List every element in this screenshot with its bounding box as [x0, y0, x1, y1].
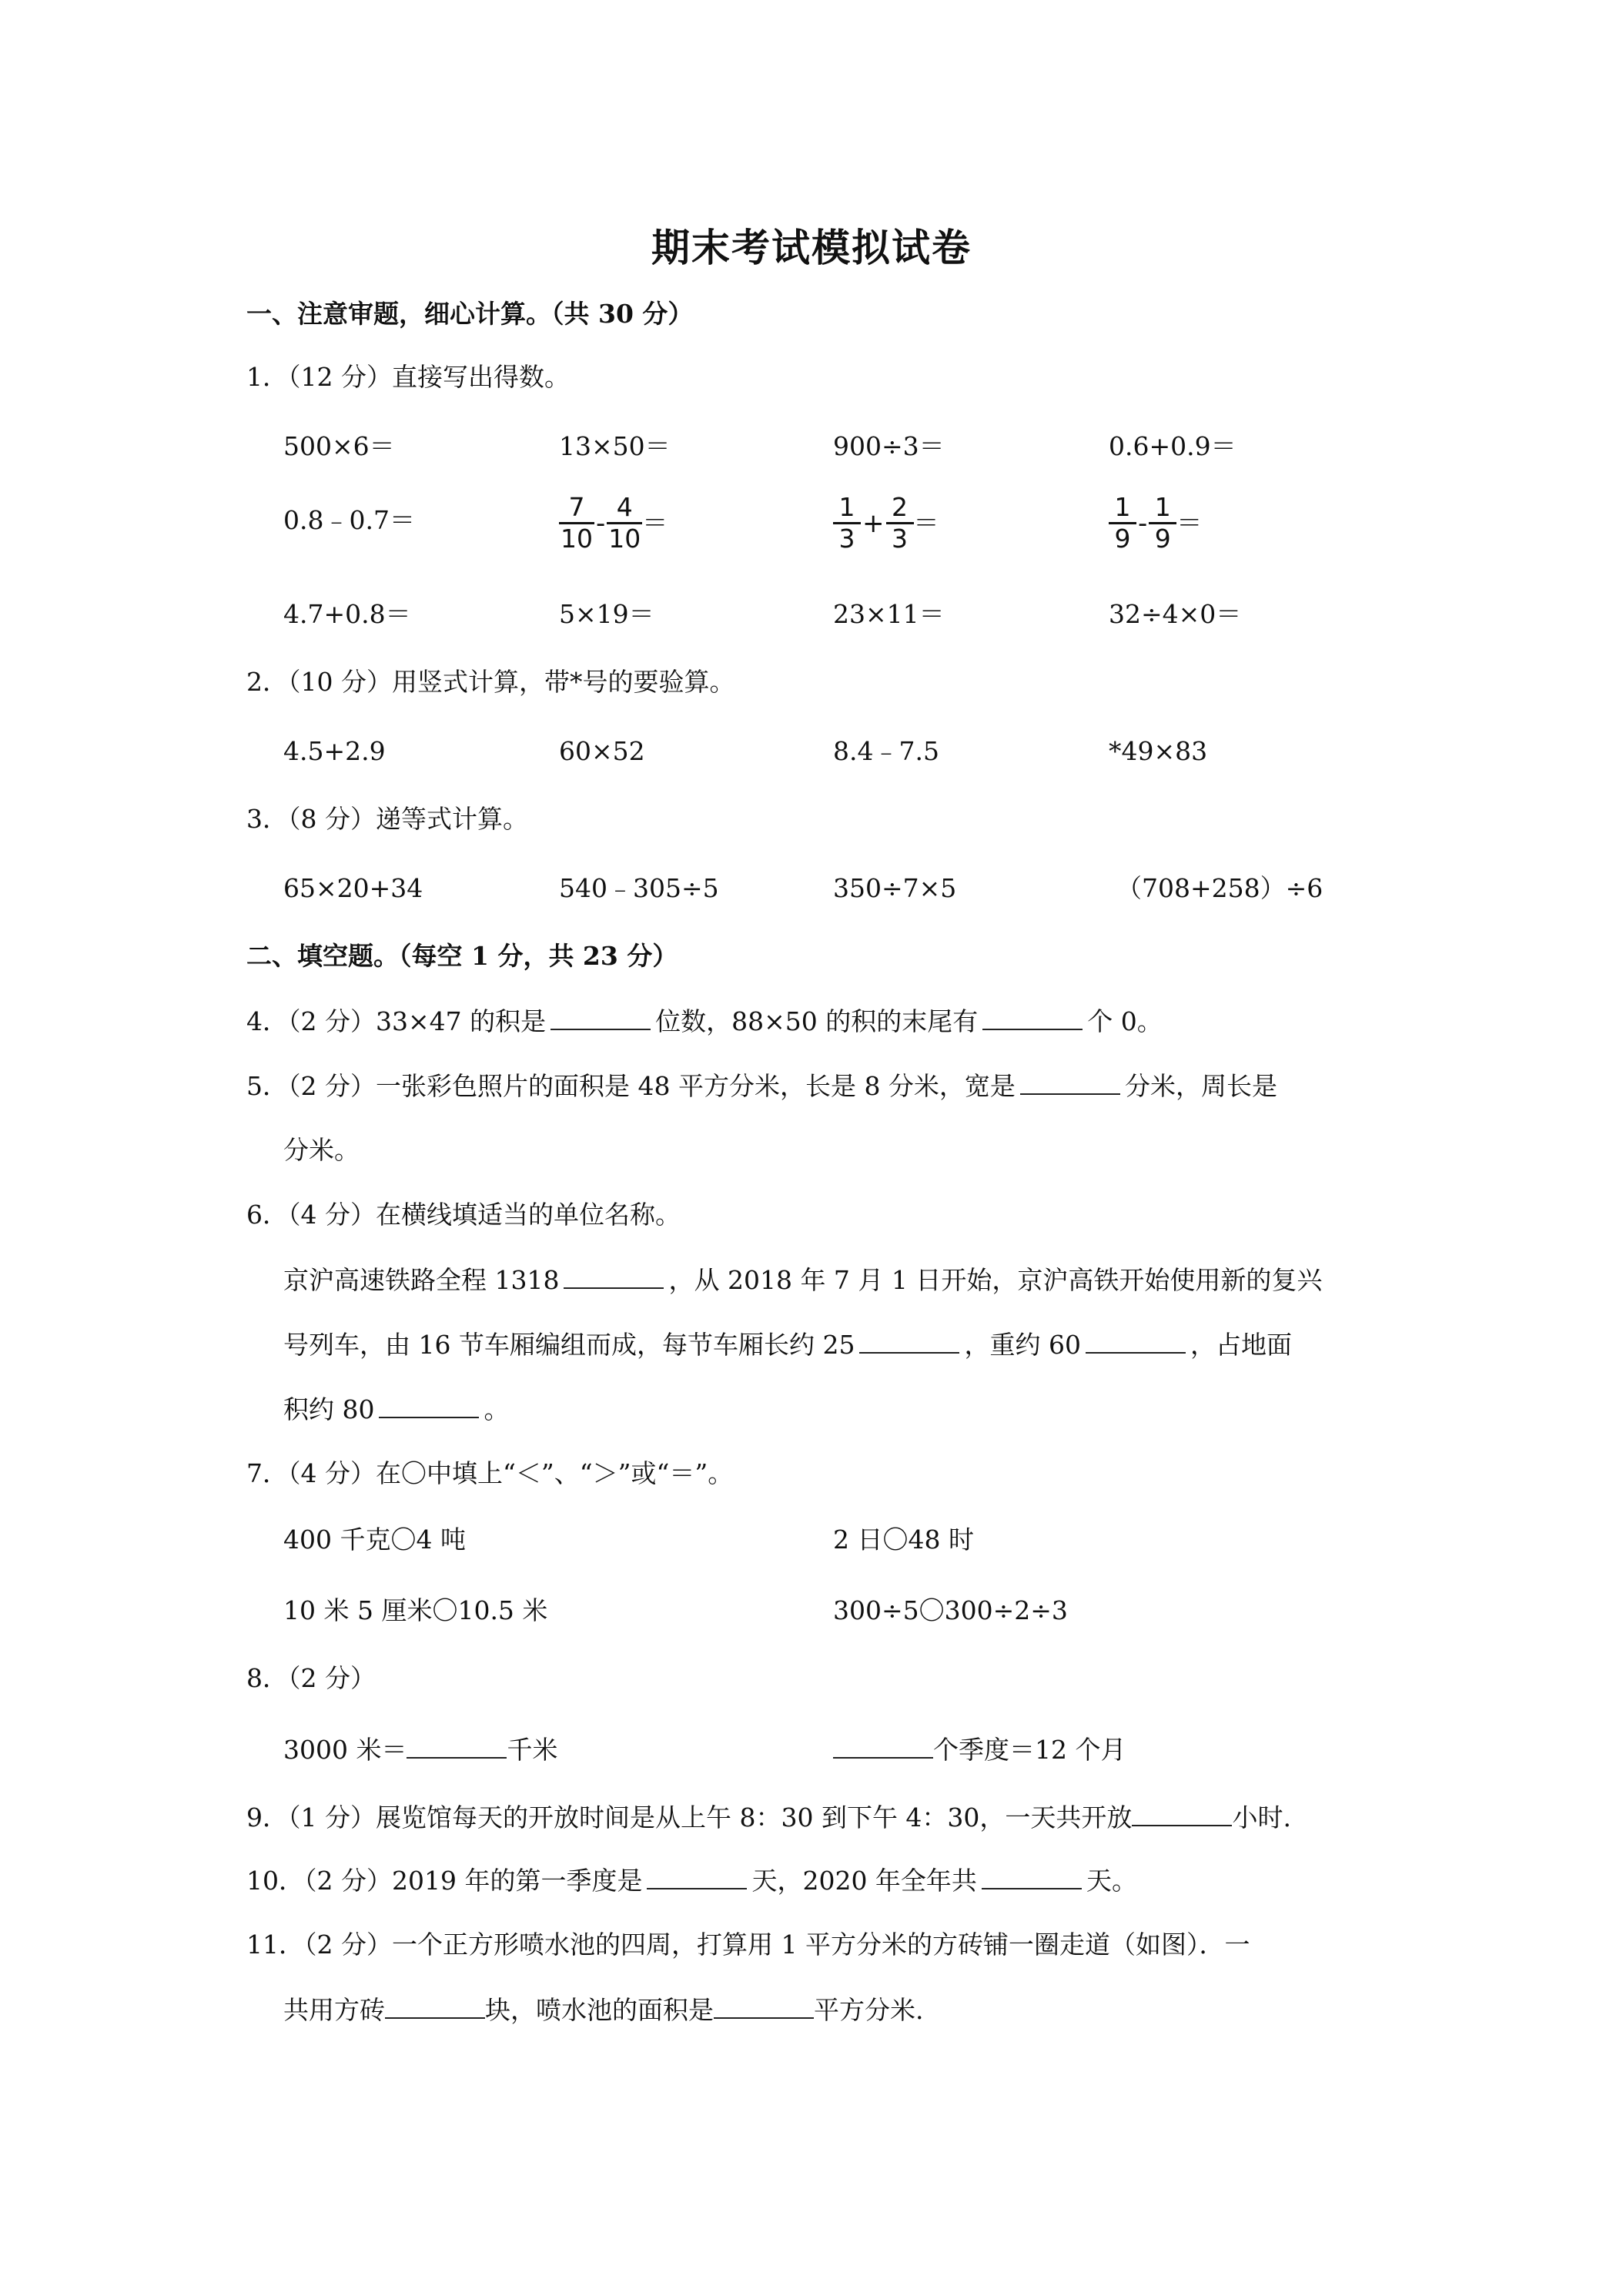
- q3-prompt: 3．（8 分）递等式计算。: [246, 804, 528, 834]
- answer-blank[interactable]: [1086, 1329, 1186, 1354]
- answer-blank[interactable]: [982, 1865, 1082, 1889]
- equals-sign: ＝: [913, 507, 939, 538]
- q6-line-1: 京沪高速铁路全程 1318 ，从 2018 年 7 月 1 日开始，京沪高铁开始使用新的复兴: [283, 1265, 1323, 1295]
- fraction: $\frac{2}{3}$: [886, 493, 914, 554]
- q7-item: 300÷5〇300÷2÷3: [833, 1595, 1068, 1625]
- q3-item: 350÷7×5: [833, 873, 957, 903]
- q7-item: 400 千克〇4 吨: [283, 1525, 466, 1555]
- q7-item: 2 日〇48 时: [833, 1525, 974, 1555]
- q10: 10．（2 分）2019 年的第一季度是 天，2020 年全年共 天。: [246, 1866, 1137, 1896]
- equals-sign: ＝: [642, 507, 668, 538]
- q2-item: 8.4﹣7.5: [833, 736, 939, 766]
- equals-sign: ＝: [1176, 507, 1203, 538]
- q1-row1-item: 13×50＝: [559, 431, 671, 461]
- fraction: $\frac{7}{10}$: [561, 492, 593, 554]
- q2-item: 4.5+2.9: [283, 736, 386, 766]
- q3-item: 540﹣305÷5: [559, 873, 719, 903]
- q1-row3-item: 32÷4×0＝: [1109, 599, 1242, 629]
- answer-blank[interactable]: [1020, 1070, 1120, 1095]
- fraction: $\frac{1}{3}$: [833, 493, 861, 554]
- q1-row2-item: 0.8﹣0.7＝: [283, 505, 415, 535]
- q2-item: *49×83: [1109, 736, 1208, 766]
- fraction: $\frac{1}{9}$: [1149, 493, 1176, 554]
- answer-blank[interactable]: [379, 1394, 479, 1418]
- q5: 5．（2 分）一张彩色照片的面积是 48 平方分米，长是 8 分米，宽是 分米，周长是: [246, 1071, 1277, 1101]
- q1-row1-item: 900÷3＝: [833, 431, 945, 461]
- q2-prompt: 2．（10 分）用竖式计算，带*号的要验算。: [246, 667, 735, 697]
- operator: +: [862, 507, 885, 539]
- q8-prompt: 8．（2 分）: [246, 1663, 376, 1693]
- answer-blank[interactable]: [1132, 1802, 1232, 1826]
- fraction-expression: [1109, 493, 1202, 554]
- page-title: 期末考试模拟试卷: [651, 225, 972, 270]
- section-2-heading: 二、填空题。（每空 1 分，共 23 分）: [246, 941, 678, 971]
- q1-row3-item: 23×11＝: [833, 599, 945, 629]
- fraction: $\frac{4}{10}$: [608, 492, 641, 554]
- q6-prompt: 6．（4 分）在横线填适当的单位名称。: [246, 1200, 681, 1230]
- section-1-heading: 一、注意审题，细心计算。（共 30 分）: [246, 299, 694, 329]
- fraction-expression: [833, 493, 939, 554]
- answer-blank[interactable]: [833, 1734, 933, 1759]
- q2-item: 60×52: [559, 736, 645, 766]
- q3-item: 65×20+34: [283, 873, 423, 903]
- q1-prompt: 1．（12 分）直接写出得数。: [246, 362, 570, 392]
- operator: -: [596, 507, 606, 539]
- q6-line-2: 号列车，由 16 节车厢编组而成，每节车厢长约 25 ，重约 60 ，占地面: [283, 1330, 1292, 1360]
- answer-blank[interactable]: [714, 1994, 814, 2019]
- operator: -: [1138, 507, 1148, 539]
- q8-item-b: 个季度＝12 个月: [833, 1734, 1126, 1766]
- q7-item: 10 米 5 厘米〇10.5 米: [283, 1595, 548, 1625]
- answer-blank[interactable]: [407, 1734, 507, 1759]
- answer-blank[interactable]: [550, 1006, 651, 1030]
- answer-blank[interactable]: [982, 1006, 1083, 1030]
- q1-row3-item: 5×19＝: [559, 599, 654, 629]
- q1-row3-item: 4.7+0.8＝: [283, 599, 411, 629]
- answer-blank[interactable]: [564, 1264, 664, 1289]
- q11: 11．（2 分）一个正方形喷水池的四周，打算用 1 平方分米的方砖铺一圈走道（如图）．一: [246, 1930, 1250, 1960]
- fraction-expression: [559, 493, 668, 554]
- answer-blank[interactable]: [647, 1865, 747, 1889]
- q1-row1-item: 500×6＝: [283, 431, 395, 461]
- q4: 4．（2 分）33×47 的积是 位数，88×50 的积的末尾有 个 0。: [246, 1006, 1163, 1036]
- q1-row1-item: 0.6+0.9＝: [1109, 431, 1236, 461]
- q8-item-a: 3000 米＝ 千米: [283, 1735, 558, 1765]
- answer-blank[interactable]: [859, 1329, 959, 1354]
- q6-line-3: 积约 80 。: [283, 1394, 510, 1424]
- fraction: $\frac{1}{9}$: [1109, 493, 1136, 554]
- q9: 9．（1 分）展览馆每天的开放时间是从上午 8：30 到下午 4：30，一天共开放 小时.: [246, 1802, 1291, 1832]
- q5-continued: 分米。: [283, 1135, 360, 1165]
- q3-item: （708+258）÷6: [1116, 873, 1323, 903]
- q11-continued: 共用方砖 块，喷水池的面积是 平方分米.: [283, 1995, 924, 2025]
- answer-blank[interactable]: [385, 1994, 485, 2019]
- q7-prompt: 7．（4 分）在〇中填上“＜”、“＞”或“＝”。: [246, 1458, 734, 1488]
